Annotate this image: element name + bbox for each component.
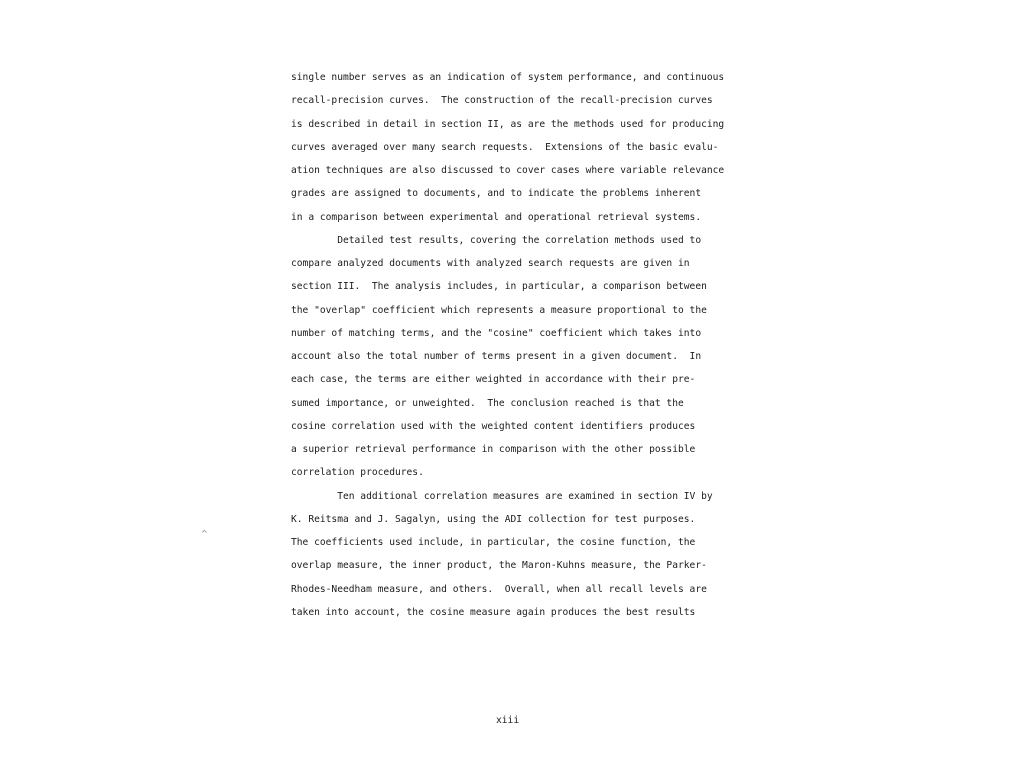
text-line: a superior retrieval performance in comparison with the other possible bbox=[291, 444, 696, 455]
margin-mark: ^ bbox=[201, 529, 208, 538]
text-line: Detailed test results, covering the correlation methods used to bbox=[291, 234, 702, 246]
text-line: ation techniques are also discussed to cover cases where variable relevance bbox=[291, 165, 725, 176]
text-line: section III. The analysis includes, in particular, a comparison between bbox=[291, 281, 707, 293]
text-line: curves averaged over many search requests. Extensions of the basic evalu- bbox=[291, 141, 719, 153]
text-line: grades are assigned to documents, and to indicate the problems inherent bbox=[291, 188, 702, 200]
text-line: K. Reitsma and J. Sagalyn, using the ADI collection for test purposes. bbox=[291, 513, 696, 525]
text-line: each case, the terms are either weighted in accordance with their pre- bbox=[291, 374, 696, 386]
text-line: is described in detail in section II, as are the methods used for producing bbox=[291, 118, 725, 130]
page-number: xiii bbox=[496, 715, 520, 726]
text-line: Rhodes-Needham measure, and others. Overall, when all recall levels are bbox=[291, 583, 707, 595]
text-line: Ten additional correlation measures are examined in section IV by bbox=[291, 490, 713, 502]
text-line: correlation procedures. bbox=[291, 467, 424, 479]
text-line: The coefficients used include, in particular, the cosine function, the bbox=[291, 537, 696, 548]
text-line: account also the total number of terms present in a given document. In bbox=[291, 351, 702, 362]
text-line: recall-precision curves. The construction of the recall-precision curves bbox=[291, 95, 713, 107]
text-line: single number serves as an indication of system performance, and continuous bbox=[291, 72, 725, 83]
text-line: taken into account, the cosine measure again produces the best results bbox=[291, 606, 696, 618]
text-line: sumed importance, or unweighted. The conclusion reached is that the bbox=[291, 397, 684, 409]
text-line: overlap measure, the inner product, the Maron-Kuhns measure, the Parker- bbox=[291, 560, 707, 572]
text-line: cosine correlation used with the weighted content identifiers produces bbox=[291, 420, 696, 432]
text-line: number of matching terms, and the "cosine" coefficient which takes into bbox=[291, 327, 702, 339]
text-line: the "overlap" coefficient which represents a measure proportional to the bbox=[291, 304, 707, 316]
text-line: in a comparison between experimental and operational retrieval systems. bbox=[291, 211, 702, 223]
text-line: compare analyzed documents with analyzed search requests are given in bbox=[291, 258, 690, 269]
